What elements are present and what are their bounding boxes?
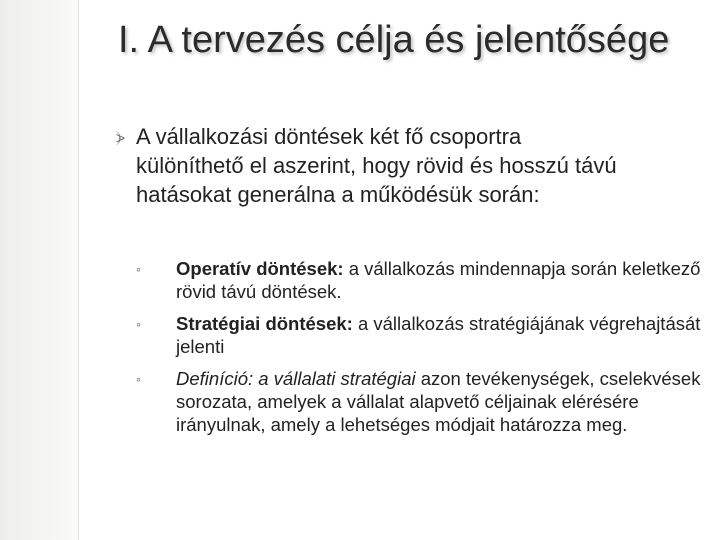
sub-item-text: azon tevékenységek, cselekvések sorozata, amelyek a vállalat alapvető céljainak elérésére irányulnak, amely a lehetséges módjait határozza meg. bbox=[176, 368, 701, 435]
sub-item-definicio bbox=[134, 367, 704, 436]
bullet-arrow-icon: ⦔ bbox=[116, 129, 126, 146]
main-bullet bbox=[116, 122, 676, 209]
slide-title: I. A tervezés célja és jelentősége bbox=[118, 19, 670, 61]
slide-divider bbox=[78, 0, 79, 540]
sub-item-text: a vállalkozás stratégiájának végrehajtását jelenti bbox=[176, 313, 701, 357]
sub-item-term: Operatív döntések: bbox=[176, 258, 344, 279]
ring-bullet-icon: ◦ bbox=[136, 371, 141, 387]
sub-item-text: a vállalkozás mindennapja során keletkező rövid távú döntések. bbox=[176, 258, 701, 302]
slide-side-strip bbox=[0, 0, 78, 540]
main-bullet-rest: különíthető el aszerint, hogy rövid és hosszú távú hatásokat generálna a működésük során: bbox=[136, 153, 617, 207]
ring-bullet-icon: ◦ bbox=[136, 261, 141, 277]
main-bullet-text bbox=[116, 122, 676, 209]
main-bullet-line1: A vállalkozási döntések két fő csoportra bbox=[136, 124, 522, 149]
sub-item-term: Stratégiai döntések: bbox=[176, 313, 353, 334]
sub-item-strategiai bbox=[134, 312, 704, 358]
sub-item-term: Definíció: a vállalati stratégiai bbox=[176, 368, 416, 389]
sub-item-operativ bbox=[134, 257, 704, 303]
sub-bullet-list bbox=[134, 257, 704, 445]
ring-bullet-icon: ◦ bbox=[136, 316, 141, 332]
